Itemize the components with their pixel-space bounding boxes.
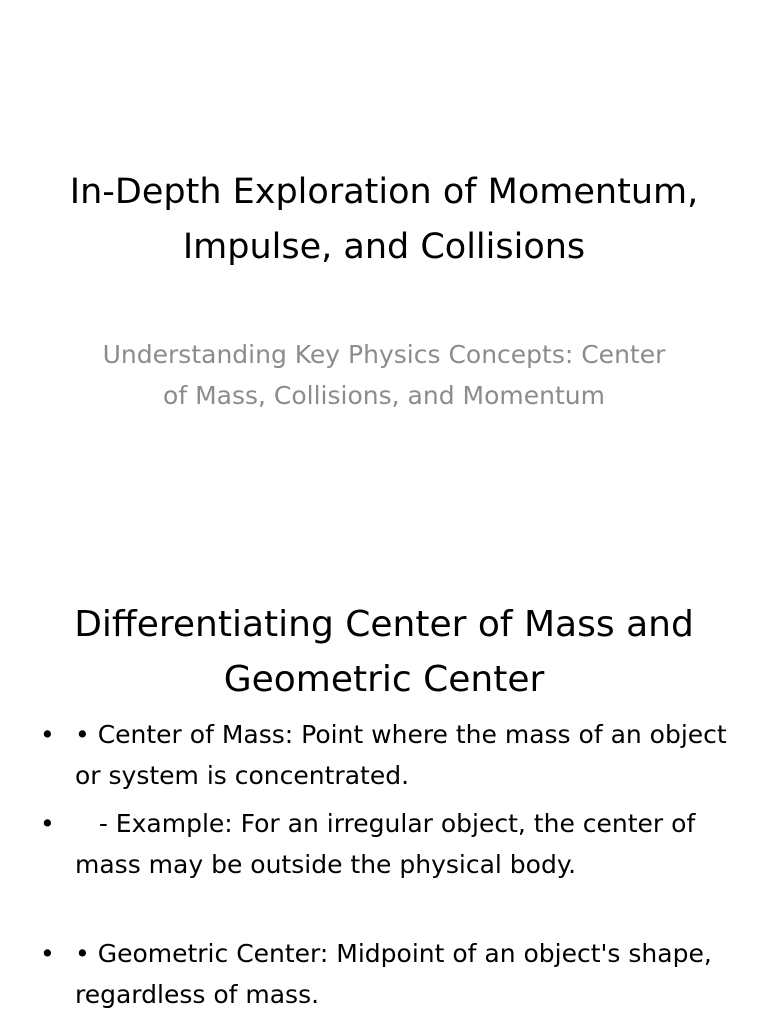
bullet-item [40, 714, 735, 796]
bullet-list [40, 714, 735, 1022]
bullet-text: • Center of Mass: Point where the mass of an object or system is concentrated. [75, 720, 735, 790]
bullet-item [40, 933, 730, 1015]
bullet-marker: • [40, 720, 55, 749]
bullet-item [40, 803, 730, 885]
bullet-text: - Example: For an irregular object, the center of mass may be outside the physical body. [75, 809, 704, 879]
slide-heading: Differentiating Center of Mass and Geometric Center [74, 604, 694, 700]
bullet-marker: • [40, 809, 55, 838]
bullet-text: • Geometric Center: Midpoint of an object's shape, regardless of mass. [75, 939, 720, 1009]
content-slide [0, 576, 768, 1024]
slide-title: In-Depth Exploration of Momentum, Impulse, and Collisions [69, 172, 699, 267]
bullet-marker: • [40, 939, 55, 968]
slide-subtitle: Understanding Key Physics Concepts: Center of Mass, Collisions, and Momentum [102, 340, 666, 410]
